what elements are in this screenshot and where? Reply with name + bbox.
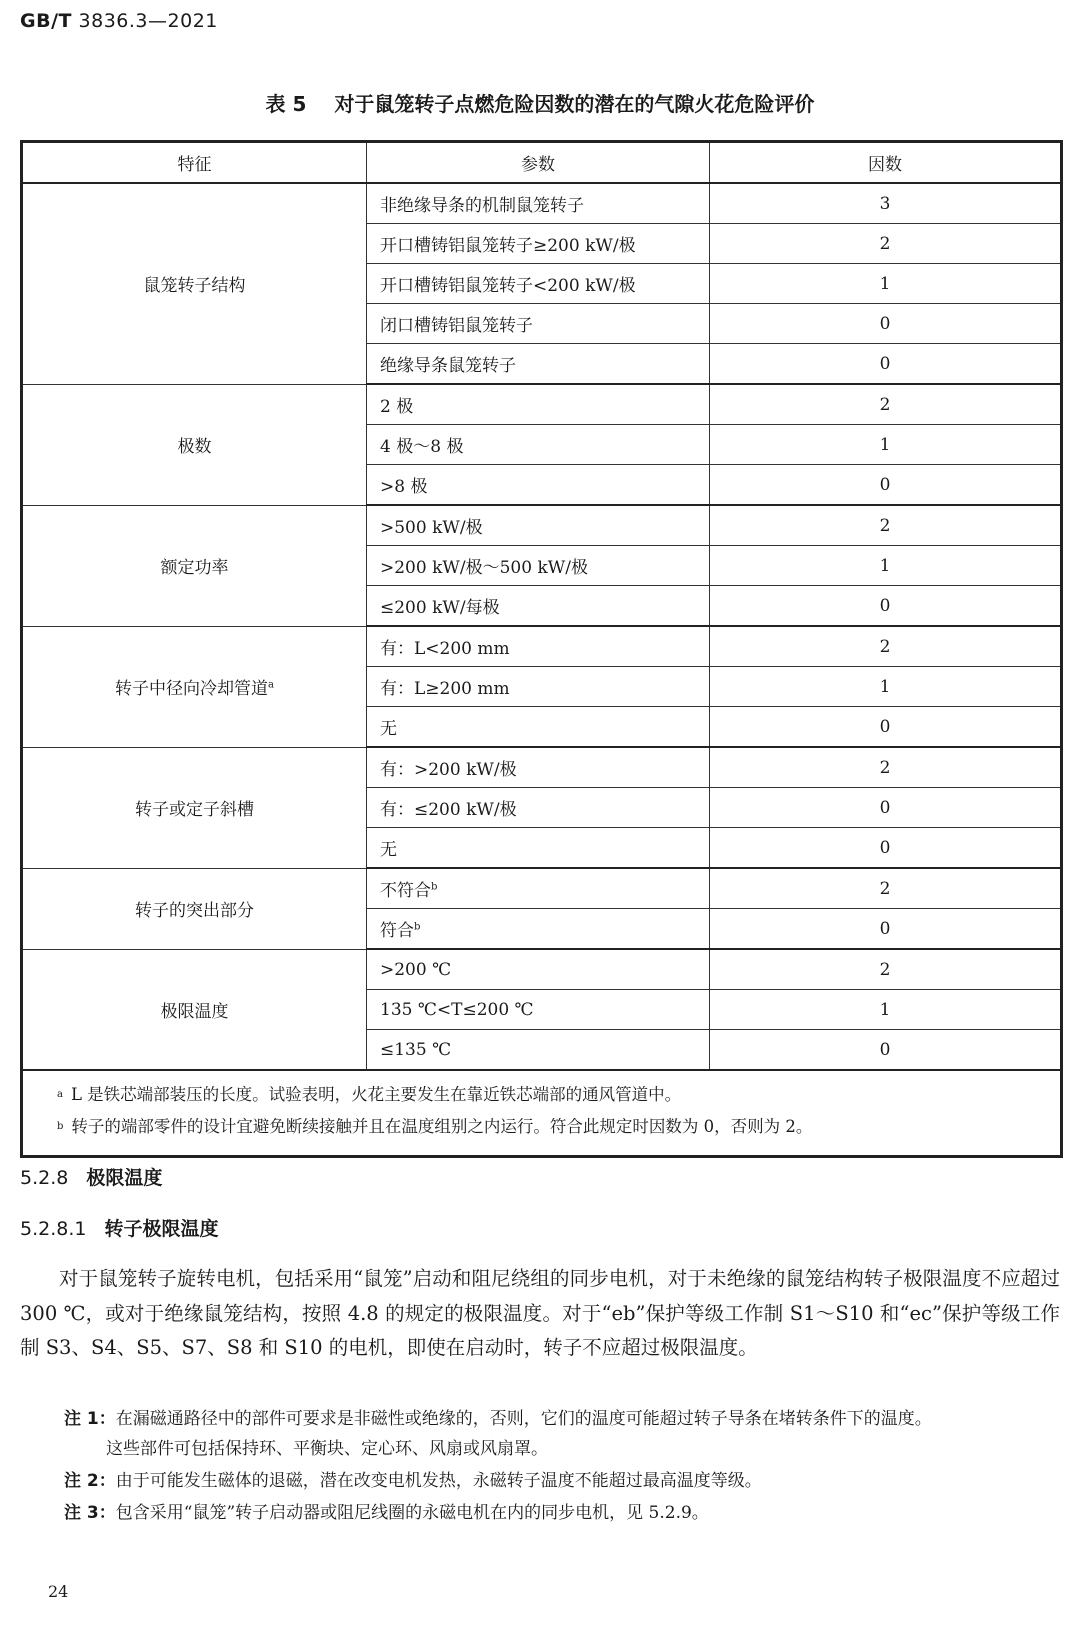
note-text: 在漏磁通路径中的部件可要求是非磁性或绝缘的，否则，它们的温度可能超过转子导条在堵转条件下的温度。	[115, 1409, 932, 1429]
parameter-text: 符合	[380, 921, 414, 941]
footnote	[57, 1111, 1060, 1143]
subsection-heading	[20, 1214, 219, 1241]
parameter-cell	[367, 586, 710, 627]
parameter-text: >8 极	[380, 477, 428, 497]
parameter-cell	[367, 747, 710, 788]
body-paragraph: 对于鼠笼转子旋转电机，包括采用“鼠笼”启动和阻尼绕组的同步电机，对于未绝缘的鼠笼结构转子极限温度不应超过 300 ℃，或对于绝缘鼠笼结构，按照 4.8 的规定的极限温度。对于“eb”保护等级工作制 S1～S10 和“ec”保护等级工作制 S3、S4、S5、S7、S8 和 S10 的电机，即使在启动时，转子不应超过极限温度。	[20, 1267, 1060, 1359]
parameter-cell	[367, 788, 710, 828]
footnote	[57, 1079, 1060, 1111]
factor-cell: 0	[710, 304, 1062, 344]
table-container	[20, 140, 1060, 1158]
parameter-cell	[367, 868, 710, 909]
parameter-cell	[367, 828, 710, 869]
factor-cell: 0	[710, 707, 1062, 748]
factor-cell: 2	[710, 949, 1062, 990]
parameter-cell	[367, 264, 710, 304]
hazard-factor-table	[20, 140, 1063, 1158]
parameter-cell	[367, 949, 710, 990]
feature-text: 转子中径向冷却管道	[115, 679, 269, 699]
table-label: 表 5	[265, 92, 307, 116]
parameter-cell	[367, 384, 710, 425]
feature-cell	[22, 949, 367, 1070]
parameter-text: 无	[380, 719, 397, 739]
parameter-text: 有：L<200 mm	[380, 639, 510, 659]
parameter-text: 无	[380, 840, 397, 860]
footnote-mark: b	[57, 1121, 64, 1132]
standard-number: 3836.3—2021	[78, 10, 218, 32]
factor-cell: 1	[710, 264, 1062, 304]
factor-cell: 0	[710, 828, 1062, 869]
feature-cell	[22, 183, 367, 384]
feature-cell	[22, 626, 367, 747]
factor-cell: 1	[710, 425, 1062, 465]
factor-cell: 0	[710, 465, 1062, 506]
section-title: 转子极限温度	[104, 1218, 219, 1240]
factor-cell: 0	[710, 344, 1062, 385]
section-title: 极限温度	[86, 1167, 163, 1189]
footnote-text: L 是铁芯端部装压的长度。试验表明，火花主要发生在靠近铁芯端部的通风管道中。	[70, 1085, 682, 1104]
parameter-text: >500 kW/极	[380, 518, 483, 538]
parameter-cell	[367, 224, 710, 264]
parameter-text: ≤200 kW/每极	[380, 598, 500, 618]
feature-text: 鼠笼转子结构	[143, 276, 246, 297]
factor-cell: 1	[710, 667, 1062, 707]
parameter-cell	[367, 626, 710, 667]
factor-cell: 2	[710, 384, 1062, 425]
table-row	[22, 868, 1062, 909]
parameter-text: 开口槽铸铝鼠笼转子<200 kW/极	[380, 276, 636, 296]
parameter-text: >200 ℃	[380, 959, 452, 980]
table-caption	[0, 88, 1080, 117]
parameter-cell	[367, 465, 710, 506]
parameter-cell	[367, 183, 710, 224]
parameter-text: 135 ℃<T≤200 ℃	[380, 999, 534, 1020]
parameter-cell	[367, 505, 710, 546]
table-header-row	[22, 142, 1062, 184]
table-footnotes	[22, 1070, 1062, 1157]
standard-code	[20, 10, 218, 32]
note	[64, 1466, 1060, 1496]
column-header: 特征	[22, 142, 367, 184]
factor-cell: 2	[710, 224, 1062, 264]
parameter-cell	[367, 546, 710, 586]
parameter-text: 绝缘导条鼠笼转子	[380, 356, 516, 376]
table-row	[22, 747, 1062, 788]
parameter-cell	[367, 304, 710, 344]
table-row	[22, 626, 1062, 667]
feature-cell	[22, 868, 367, 949]
footnote-ref: b	[431, 881, 438, 893]
factor-cell: 0	[710, 788, 1062, 828]
table-row	[22, 183, 1062, 224]
parameter-cell	[367, 1030, 710, 1071]
footnote-mark: a	[57, 1089, 63, 1100]
note-label: 注 1：	[64, 1409, 116, 1429]
section-heading	[20, 1163, 162, 1190]
parameter-text: 闭口槽铸铝鼠笼转子	[380, 316, 533, 336]
parameter-text: 非绝缘导条的机制鼠笼转子	[380, 196, 584, 216]
parameter-text: 开口槽铸铝鼠笼转子≥200 kW/极	[380, 236, 636, 256]
parameter-cell	[367, 990, 710, 1030]
table-title: 对于鼠笼转子点燃危险因数的潜在的气隙火花危险评价	[334, 92, 815, 116]
feature-cell	[22, 747, 367, 868]
note-label: 注 3：	[64, 1503, 116, 1523]
note-label: 注 2：	[64, 1471, 116, 1491]
feature-text: 额定功率	[160, 558, 229, 578]
factor-cell: 2	[710, 868, 1062, 909]
factor-cell: 0	[710, 586, 1062, 627]
table-row	[22, 949, 1062, 990]
factor-cell: 2	[710, 626, 1062, 667]
note-text: 包含采用“鼠笼”转子启动器或阻尼线圈的永磁电机在内的同步电机，见 5.2.9。	[115, 1503, 709, 1523]
factor-cell: 1	[710, 546, 1062, 586]
parameter-cell	[367, 425, 710, 465]
factor-cell: 2	[710, 747, 1062, 788]
standard-prefix: GB/T	[20, 10, 72, 32]
factor-cell: 3	[710, 183, 1062, 224]
factor-cell: 2	[710, 505, 1062, 546]
factor-cell: 0	[710, 909, 1062, 950]
feature-text: 转子的突出部分	[135, 901, 254, 921]
parameter-text: ≤135 ℃	[380, 1039, 452, 1060]
feature-cell	[22, 384, 367, 505]
parameter-text: 有：>200 kW/极	[380, 760, 517, 780]
parameter-cell	[367, 667, 710, 707]
parameter-text: >200 kW/极～500 kW/极	[380, 558, 588, 578]
parameter-text: 不符合	[380, 881, 431, 901]
note-continuation: 这些部件可包括保持环、平衡块、定心环、风扇或风扇罩。	[106, 1439, 548, 1459]
feature-text: 极数	[177, 437, 212, 457]
footnote-ref: a	[268, 679, 274, 691]
column-header: 参数	[367, 142, 710, 184]
parameter-text: 有：L≥200 mm	[380, 679, 510, 699]
parameter-text: 2 极	[380, 397, 414, 417]
note	[64, 1404, 1060, 1464]
factor-cell: 1	[710, 990, 1062, 1030]
feature-text: 极限温度	[160, 1001, 229, 1022]
footnote-ref: b	[414, 921, 421, 933]
parameter-text: 4 极～8 极	[380, 437, 464, 457]
note	[64, 1498, 1060, 1528]
table-row	[22, 384, 1062, 425]
note-text: 由于可能发生磁体的退磁，潜在改变电机发热，永磁转子温度不能超过最高温度等级。	[115, 1471, 762, 1491]
feature-text: 转子或定子斜槽	[135, 800, 254, 820]
page-number: 24	[48, 1582, 69, 1601]
footnote-text: 转子的端部零件的设计宜避免断续接触并且在温度组别之内运行。符合此规定时因数为 0，否则为 2。	[71, 1117, 813, 1136]
table-footnote-row	[22, 1070, 1062, 1157]
parameter-cell	[367, 344, 710, 385]
section-number: 5.2.8.1	[20, 1218, 87, 1240]
parameter-cell	[367, 707, 710, 748]
parameter-cell	[367, 909, 710, 950]
parameter-text: 有：≤200 kW/极	[380, 800, 517, 820]
section-number: 5.2.8	[20, 1167, 69, 1189]
feature-cell	[22, 505, 367, 626]
factor-cell: 0	[710, 1030, 1062, 1071]
table-row	[22, 505, 1062, 546]
column-header: 因数	[710, 142, 1062, 184]
